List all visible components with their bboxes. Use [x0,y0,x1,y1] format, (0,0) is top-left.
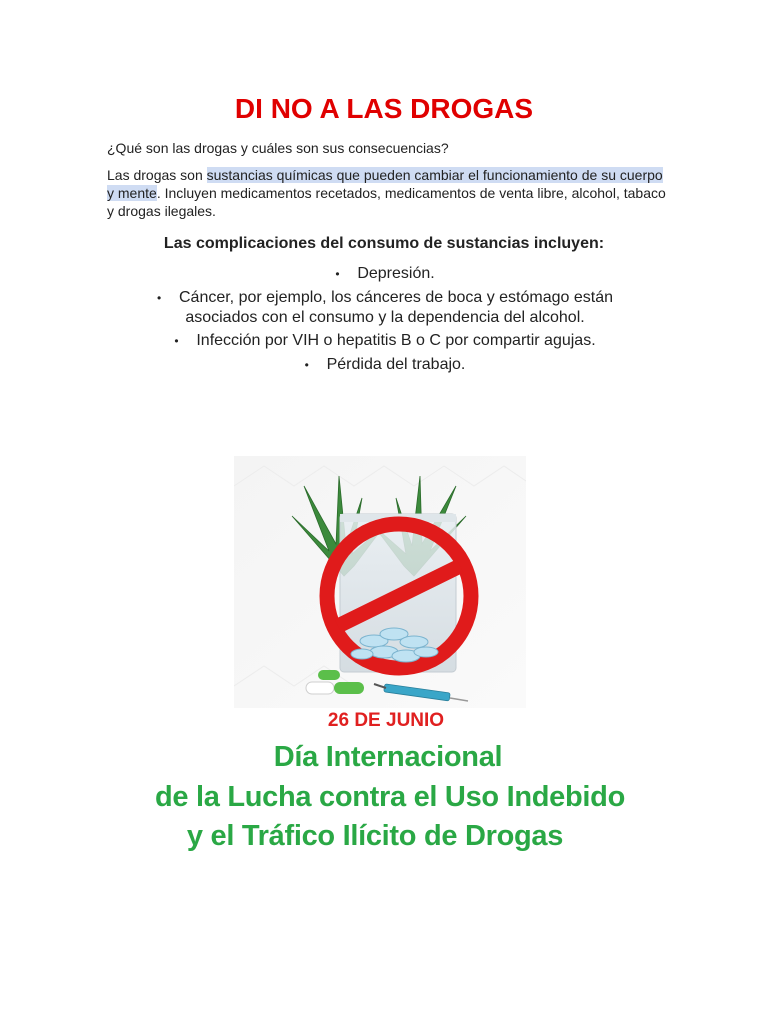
highlighted-text: sustancias químicas que pueden cambiar el funcionamiento de su cuerpo y mente [107,167,663,201]
intro-text-before: Las drogas son [107,167,207,183]
complications-list [150,264,620,379]
poster-title-line-1: Día Internacional [273,741,503,773]
complications-heading: Las complicaciones del consumo de sustancias incluyen: [163,235,605,252]
page-title: DI NO A LAS DROGAS [234,93,534,124]
poster-title-line-3: y el Tráfico Ilícito de Drogas [186,820,564,852]
anti-drug-poster-image [234,456,526,708]
intro-text-after: . Incluyen medicamentos recetados, medicamentos de venta libre, alcohol, tabaco y drogas ilegales. [107,185,666,219]
list-item [150,355,620,375]
bullet-icon: • [174,334,179,348]
question-text: ¿Qué son las drogas y cuáles son sus consecuencias? [107,140,449,156]
bullet-icon: • [335,267,340,281]
list-item-text: Infección por VIH o hepatitis B o C por compartir agujas. [196,332,596,349]
poster-title-line-2: de la Lucha contra el Uso Indebido [155,781,625,813]
intro-paragraph [107,166,667,220]
list-item [150,264,620,284]
list-item-text: Cáncer, por ejemplo, los cánceres de boca y estómago están asociados con el consumo y la dependencia del alcohol. [178,289,614,326]
list-item-text: Pérdida del trabajo. [326,356,466,373]
list-item [150,288,620,327]
bullet-icon: • [304,358,309,372]
poster-date: 26 DE JUNIO [327,710,445,731]
bullet-icon: • [156,291,162,305]
list-item-text: Depresión. [357,265,435,282]
list-item [150,331,620,351]
